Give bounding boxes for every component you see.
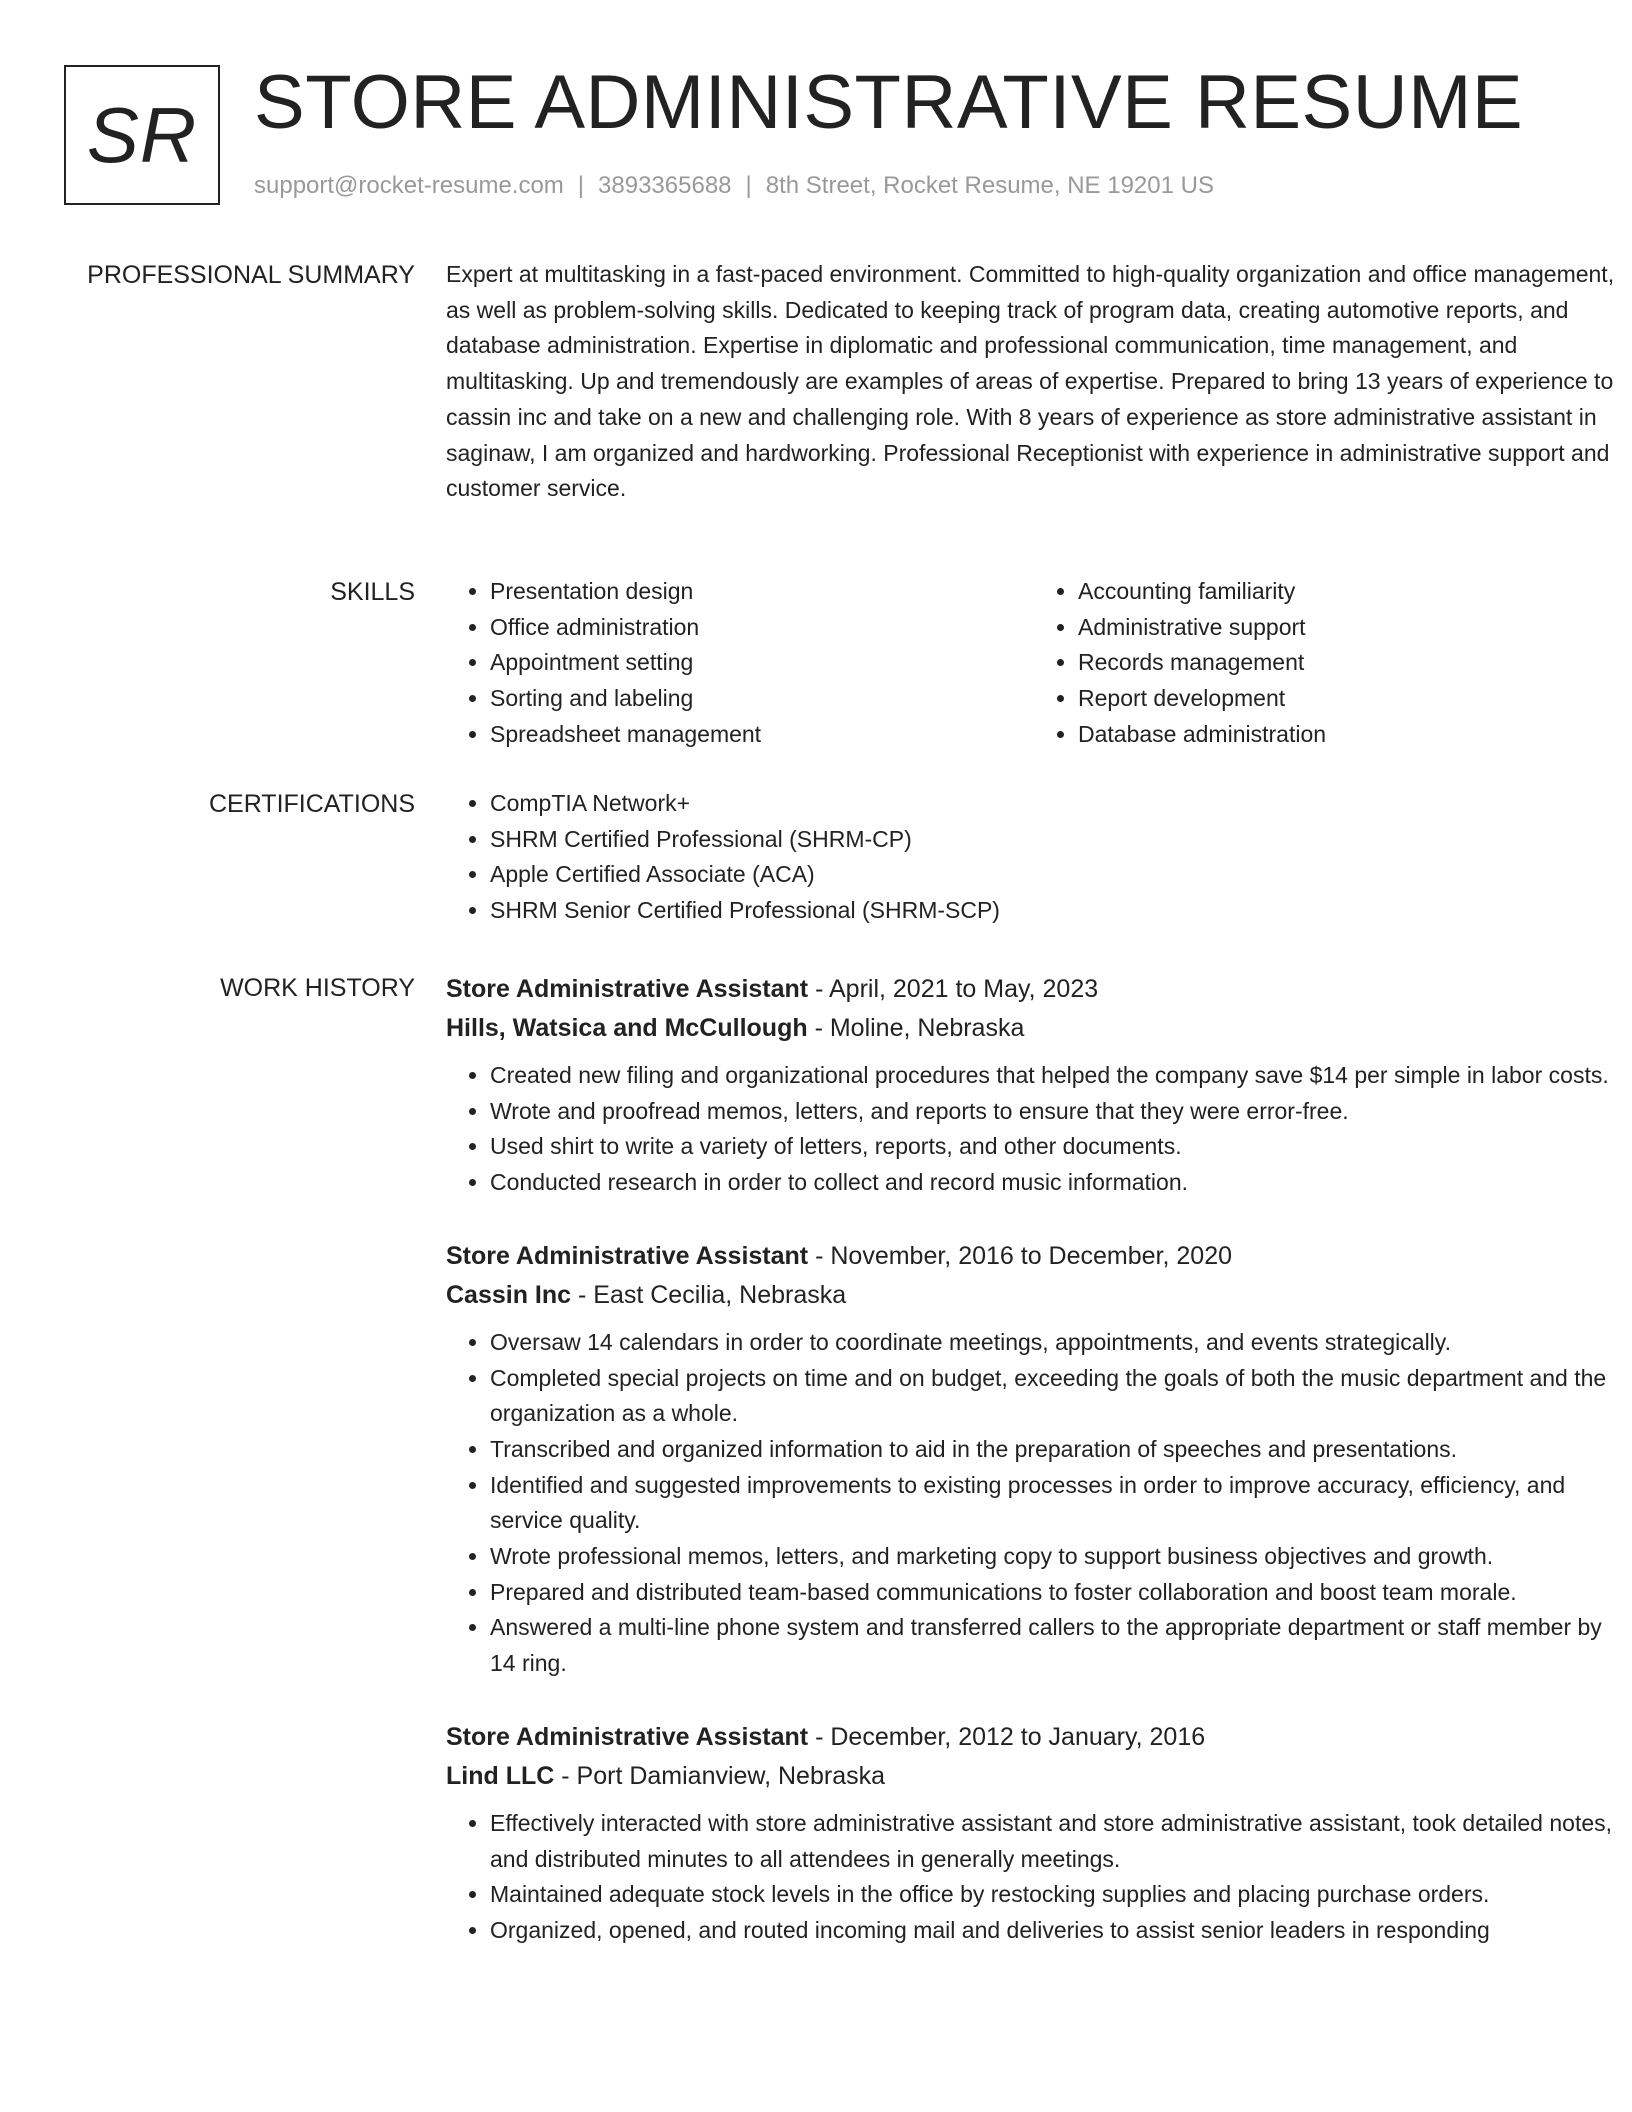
job-location: - East Cecilia, Nebraska (578, 1280, 847, 1309)
job-location: - Moline, Nebraska (814, 1014, 1025, 1042)
job-bullets (446, 1325, 1626, 1682)
job-title-line (446, 1718, 1626, 1757)
certification-item: • CompTIA Network+ (490, 786, 1626, 822)
job-company-line (446, 1009, 1626, 1048)
skill-item: • Office administration (490, 610, 990, 646)
section-label-summary: PROFESSIONAL SUMMARY (87, 261, 415, 289)
job-bullet: • Used shirt to write a variety of letters, reports, and other documents. (490, 1129, 1626, 1165)
job-bullet: • Effectively interacted with store administrative assistant and store administrative assistant, took detailed notes, and distributed minutes to all attendees in generally meetings. (490, 1806, 1626, 1877)
job-bullet: • Maintained adequate stock levels in the office by restocking supplies and placing purchase orders. (490, 1877, 1626, 1913)
certification-item: • SHRM Senior Certified Professional (SHRM-SCP) (490, 893, 1626, 929)
skills-grid (446, 574, 1626, 753)
job-entry (446, 970, 1626, 1201)
job-entry (446, 1718, 1626, 1949)
job-title: Store Administrative Assistant (446, 975, 809, 1003)
certification-item: • SHRM Certified Professional (SHRM-CP) (490, 822, 1626, 858)
job-company: Cassin Inc (446, 1280, 572, 1309)
contact-phone[interactable]: 3893365688 (598, 172, 732, 199)
job-dates: - December, 2012 to January, 2016 (815, 1722, 1206, 1751)
skill-item: • Administrative support (1078, 610, 1578, 646)
contact-address: 8th Street, Rocket Resume, NE 19201 US (765, 172, 1214, 199)
job-company-line (446, 1276, 1626, 1315)
job-bullet: • Identified and suggested improvements to existing processes in order to improve accuracy, efficiency, and service quality. (490, 1468, 1626, 1539)
certifications-list (446, 786, 1626, 929)
work-history-body (446, 970, 1626, 1949)
skill-item: • Records management (1078, 645, 1578, 681)
job-title-line (446, 970, 1626, 1009)
certification-item: • Apple Certified Associate (ACA) (490, 857, 1626, 893)
job-company-line (446, 1757, 1626, 1796)
job-bullet: • Conducted research in order to collect and record music information. (490, 1165, 1626, 1201)
job-location: - Port Damianview, Nebraska (561, 1761, 885, 1790)
section-label-skills: SKILLS (330, 578, 415, 606)
skill-item: • Sorting and labeling (490, 681, 990, 717)
skill-item: • Report development (1078, 681, 1578, 717)
skill-item: • Database administration (1078, 717, 1578, 753)
section-label-certifications: CERTIFICATIONS (208, 790, 415, 818)
job-company: Lind LLC (446, 1761, 555, 1790)
job-bullet: • Organized, opened, and routed incoming mail and deliveries to assist senior leaders in responding (490, 1913, 1626, 1949)
skill-item: • Accounting familiarity (1078, 574, 1578, 610)
skills-list-left (446, 574, 990, 753)
contact-email[interactable]: support@rocket-resume.com (254, 172, 564, 199)
job-bullet: • Wrote and proofread memos, letters, and reports to ensure that they were error-free. (490, 1094, 1626, 1130)
job-title: Store Administrative Assistant (446, 1241, 809, 1270)
job-dates: - April, 2021 to May, 2023 (815, 975, 1099, 1003)
monogram: SR (64, 65, 220, 205)
section-label-work-history: WORK HISTORY (220, 974, 415, 1002)
contact-line (254, 172, 1214, 200)
skill-item: • Appointment setting (490, 645, 990, 681)
skill-item: • Presentation design (490, 574, 990, 610)
skills-list-right (1034, 574, 1578, 753)
summary-text: Expert at multitasking in a fast-paced environment. Committed to high-quality organization and office management, as well as problem-solving skills. Dedicated to keeping track of program data, creating automotive reports, and database administration. Expertise in diplomatic and professional communication, time management, and multitasking. Up and tremendously are examples of areas of expertise. Prepared to bring 13 years of experience to cassin inc and take on a new and challenging role. With 8 years of experience as store administrative assistant in saginaw, I am organized and hardworking. Professional Receptionist with experience in administrative support and customer service. (446, 261, 1615, 502)
job-bullets (446, 1058, 1626, 1201)
contact-separator: | (577, 172, 585, 199)
job-bullet: • Answered a multi-line phone system and transferred callers to the appropriate department or staff member by 14 ring. (490, 1610, 1626, 1681)
job-title: Store Administrative Assistant (446, 1722, 809, 1751)
job-bullet: • Created new filing and organizational procedures that helped the company save $14 per simple in labor costs. (490, 1058, 1626, 1094)
job-bullet: • Prepared and distributed team-based communications to foster collaboration and boost team morale. (490, 1575, 1626, 1611)
job-entry (446, 1237, 1626, 1682)
resume-title: STORE ADMINISTRATIVE RESUME (254, 60, 1524, 145)
job-bullet: • Completed special projects on time and on budget, exceeding the goals of both the music department and the organization as a whole. (490, 1361, 1626, 1432)
job-bullet: • Transcribed and organized information to aid in the preparation of speeches and presentations. (490, 1432, 1626, 1468)
job-bullets (446, 1806, 1626, 1949)
job-bullet: • Oversaw 14 calendars in order to coordinate meetings, appointments, and events strategically. (490, 1325, 1626, 1361)
certifications-body (446, 786, 1626, 929)
contact-separator: | (745, 172, 752, 199)
skill-item: • Spreadsheet management (490, 717, 990, 753)
job-title-line (446, 1237, 1626, 1276)
job-company: Hills, Watsica and McCullough (446, 1014, 808, 1042)
job-bullet: • Wrote professional memos, letters, and marketing copy to support business objectives and growth. (490, 1539, 1626, 1575)
job-dates: - November, 2016 to December, 2020 (815, 1241, 1233, 1270)
